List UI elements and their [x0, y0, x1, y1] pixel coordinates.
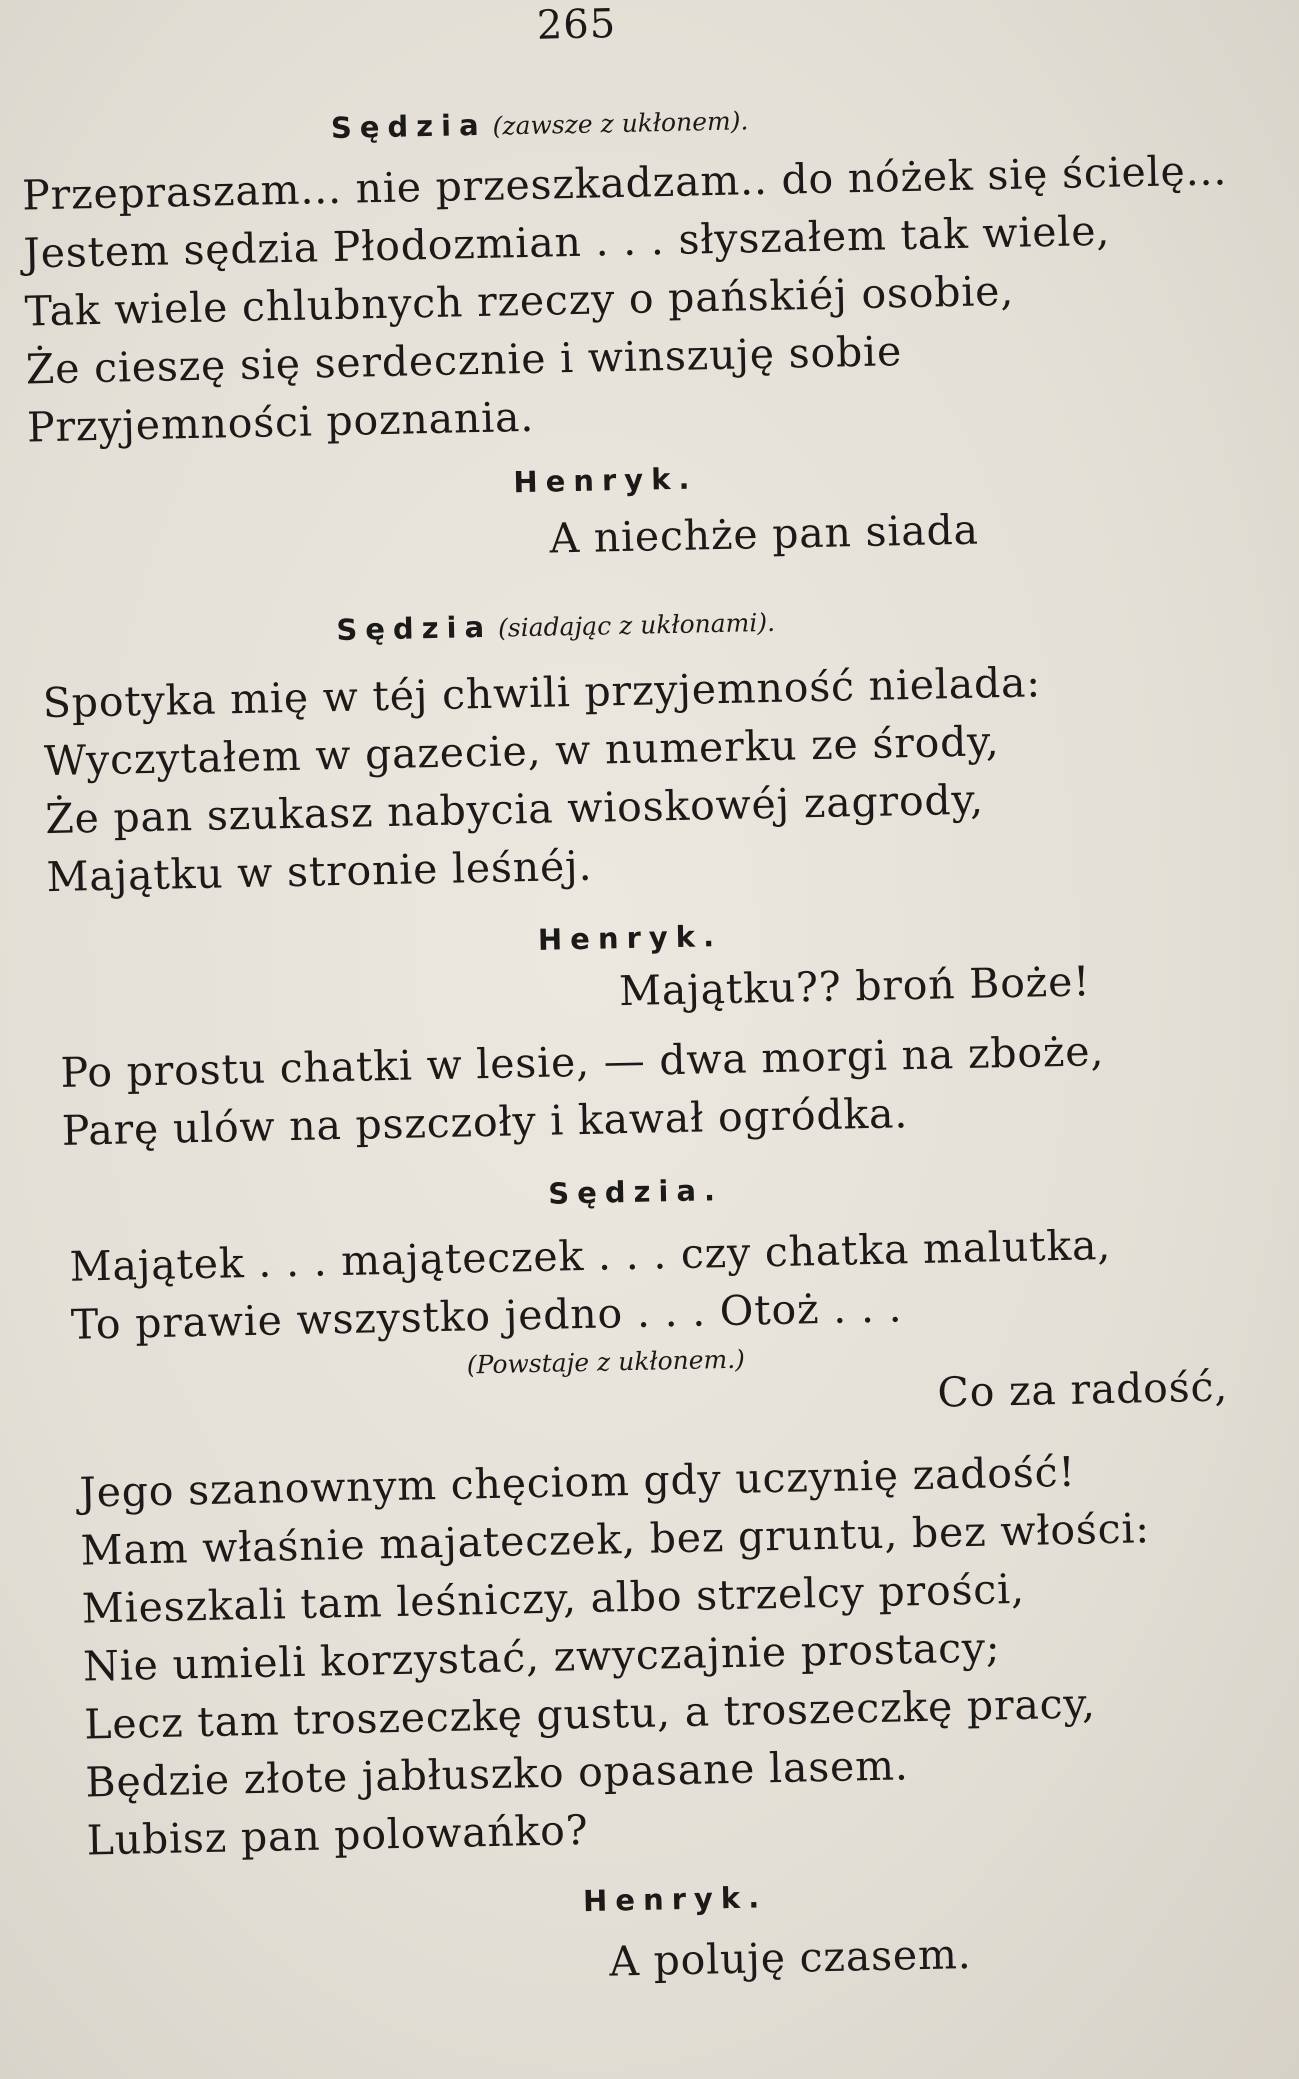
verse-line: Że cieszę się serdecznie i winszuję sobie	[25, 327, 903, 394]
verse-line: Lubisz pan polowańko?	[86, 1806, 589, 1865]
verse-line: Mam właśnie majateczek, bez gruntu, bez włości:	[80, 1504, 1151, 1575]
speaker-name: Henryk.	[537, 919, 723, 957]
verse-line: Tak wiele chlubnych rzeczy o pańskiéj osobie,	[24, 266, 1015, 336]
speaker-label: Sędzia	[336, 609, 493, 648]
stage-direction: (siadając z ukłonami).	[497, 607, 776, 643]
verse-line: Majątek . . . mająteczek . . . czy chatka malutka,	[69, 1220, 1112, 1291]
speaker-label: Sędzia	[330, 107, 487, 146]
verse-line: Że pan szukasz nabycia wioskowéj zagrody,	[44, 775, 985, 844]
verse-line: To prawie wszystko jedno . . . Otoż . . .	[70, 1283, 903, 1349]
verse-line: Spotyka mię w téj chwili przyjemność nielada:	[42, 658, 1042, 728]
speaker-name: Henryk.	[582, 1880, 768, 1919]
verse-line: Jego szanownym chęciom gdy uczynię zadość!	[78, 1447, 1077, 1517]
speaker-name: Henryk.	[513, 461, 698, 500]
verse-line: Parę ulów na pszczoły i kawał ogródka.	[61, 1089, 909, 1155]
verse-line: Będzie złote jabłuszko opasane lasem.	[84, 1741, 910, 1807]
verse-line: Lecz tam troszeczkę gustu, a troszeczkę pracy,	[83, 1679, 1097, 1749]
verse-line: Nie umieli korzystać, zwyczajnie prostacy;	[82, 1623, 1001, 1691]
speaker-name	[336, 604, 775, 647]
verse-line: Co za radość,	[937, 1362, 1229, 1417]
verse-line: Przyjemności poznania.	[26, 392, 535, 452]
verse-line: Majątku w stronie leśnéj.	[46, 841, 593, 902]
verse-line: Jestem sędzia Płodozmian . . . słyszałem tak wiele,	[22, 206, 1111, 278]
stage-direction: (Powstaje z ukłonem.)	[466, 1344, 746, 1380]
speaker-name	[331, 102, 749, 145]
verse-line: Wyczytałem w gazecie, w numerku ze środy,	[43, 717, 1000, 786]
verse-line: A poluję czasem.	[608, 1930, 972, 1986]
verse-line: Przepraszam... nie przeszkadzam.. do nóżek się ścielę...	[21, 146, 1228, 220]
verse-line: Mieszkali tam leśniczy, albo strzelcy prości,	[81, 1564, 1026, 1633]
page-number: 265	[536, 1, 617, 49]
stage-direction: (zawsze z ukłonem).	[492, 106, 749, 141]
verse-line: Po prostu chatki w lesie, — dwa morgi na zboże,	[60, 1027, 1105, 1097]
verse-line: Majątku?? broń Boże!	[618, 957, 1091, 1016]
verse-line: A niechże pan siada	[549, 505, 980, 563]
speaker-name: Sędzia.	[547, 1173, 724, 1211]
